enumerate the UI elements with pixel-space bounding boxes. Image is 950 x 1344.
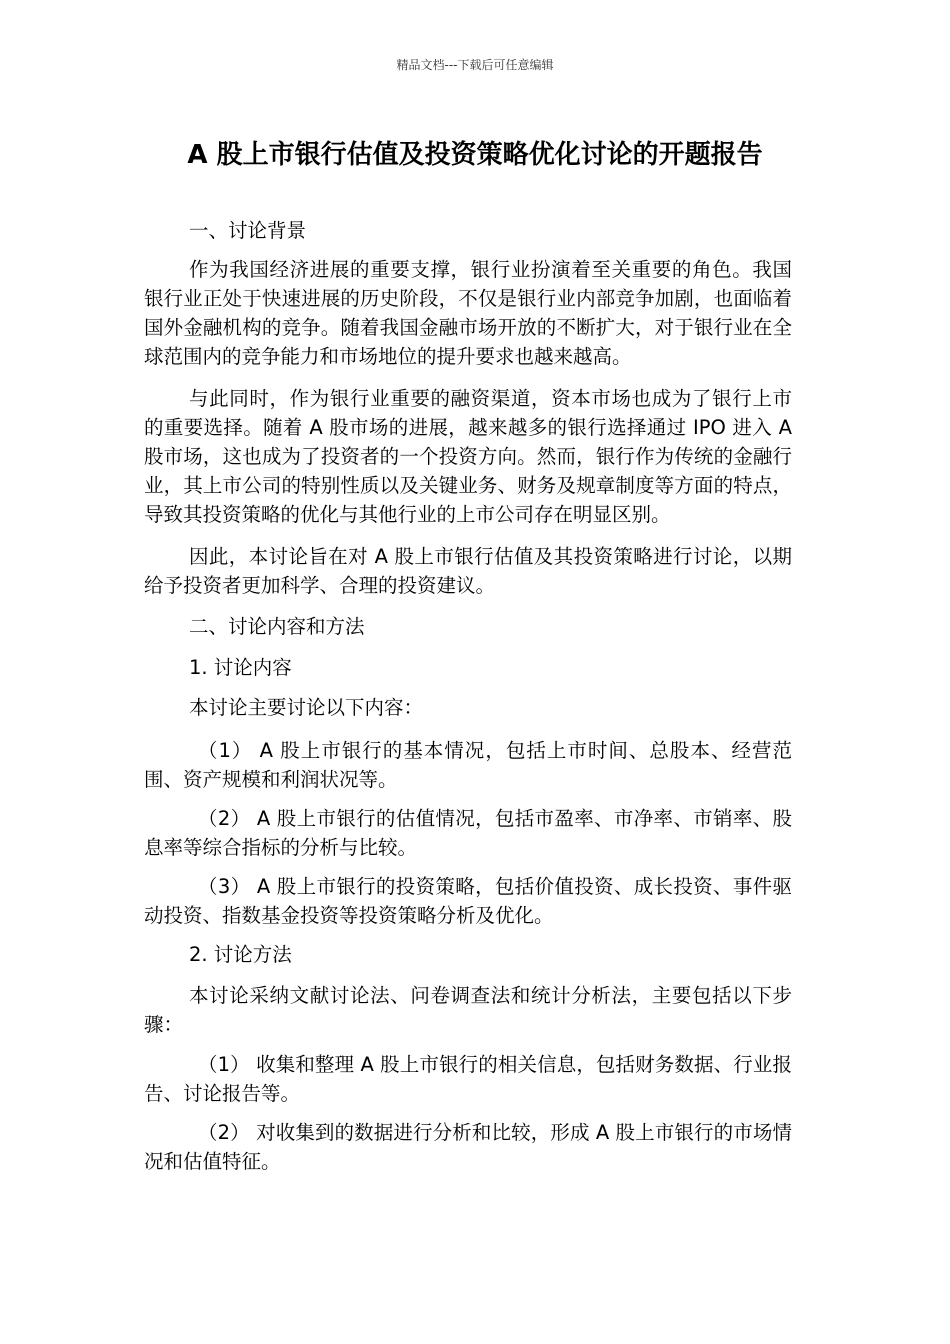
section-heading-content-method: 二、讨论内容和方法 xyxy=(189,615,365,638)
paragraph-method-intro: 本讨论采纳文献讨论法、问卷调查法和统计分析法，主要包括以下步骤： xyxy=(144,984,792,1036)
list-item-method-1: （1） 收集和整理 A 股上市银行的相关信息，包括财务数据、行业报告、讨论报告等。 xyxy=(144,1053,792,1105)
section-heading-background: 一、讨论背景 xyxy=(189,219,307,242)
paragraph-background-3: 因此，本讨论旨在对 A 股上市银行估值及其投资策略进行讨论，以期给予投资者更加科学、合理的投资建议。 xyxy=(144,545,792,597)
paragraph-background-2: 与此同时，作为银行业重要的融资渠道，资本市场也成为了银行上市的重要选择。随着 A 股市场的进展，越来越多的银行选择通过 IPO 进入 A 股市场，这也成为了投资者的一个投资方向。然而，银行作为传统的金融行业，其上市公司的特别性质以及关键业务、财务及规章制度等方面的特点，导致其投资策略的优化与其他行业的上市公司存在明显区别。 xyxy=(144,387,792,526)
document-title: A 股上市银行估值及投资策略优化讨论的开题报告 xyxy=(187,140,763,170)
subheading-content: 1. 讨论内容 xyxy=(189,656,292,679)
list-item-content-3: （3） A 股上市银行的投资策略，包括价值投资、成长投资、事件驱动投资、指数基金投资等投资策略分析及优化。 xyxy=(144,875,792,927)
list-item-content-2: （2） A 股上市银行的估值情况，包括市盈率、市净率、市销率、股息率等综合指标的分析与比较。 xyxy=(144,807,792,859)
list-item-method-2: （2） 对收集到的数据进行分析和比较，形成 A 股上市银行的市场情况和估值特征。 xyxy=(144,1121,792,1173)
document-body xyxy=(144,216,792,1186)
list-item-content-1: （1） A 股上市银行的基本情况，包括上市时间、总股本、经营范围、资产规模和利润状况等。 xyxy=(144,739,792,791)
subheading-method: 2. 讨论方法 xyxy=(189,943,292,966)
page-header-note: 精品文档---下载后可任意编辑 xyxy=(396,58,554,72)
paragraph-background-1: 作为我国经济进展的重要支撑，银行业扮演着至关重要的角色。我国银行业正处于快速进展的历史阶段，不仅是银行业内部竞争加剧，也面临着国外金融机构的竞争。随着我国金融市场开放的不断扩大，对于银行业在全球范围内的竞争能力和市场地位的提升要求也越来越高。 xyxy=(144,258,792,368)
paragraph-content-intro: 本讨论主要讨论以下内容： xyxy=(189,696,424,719)
